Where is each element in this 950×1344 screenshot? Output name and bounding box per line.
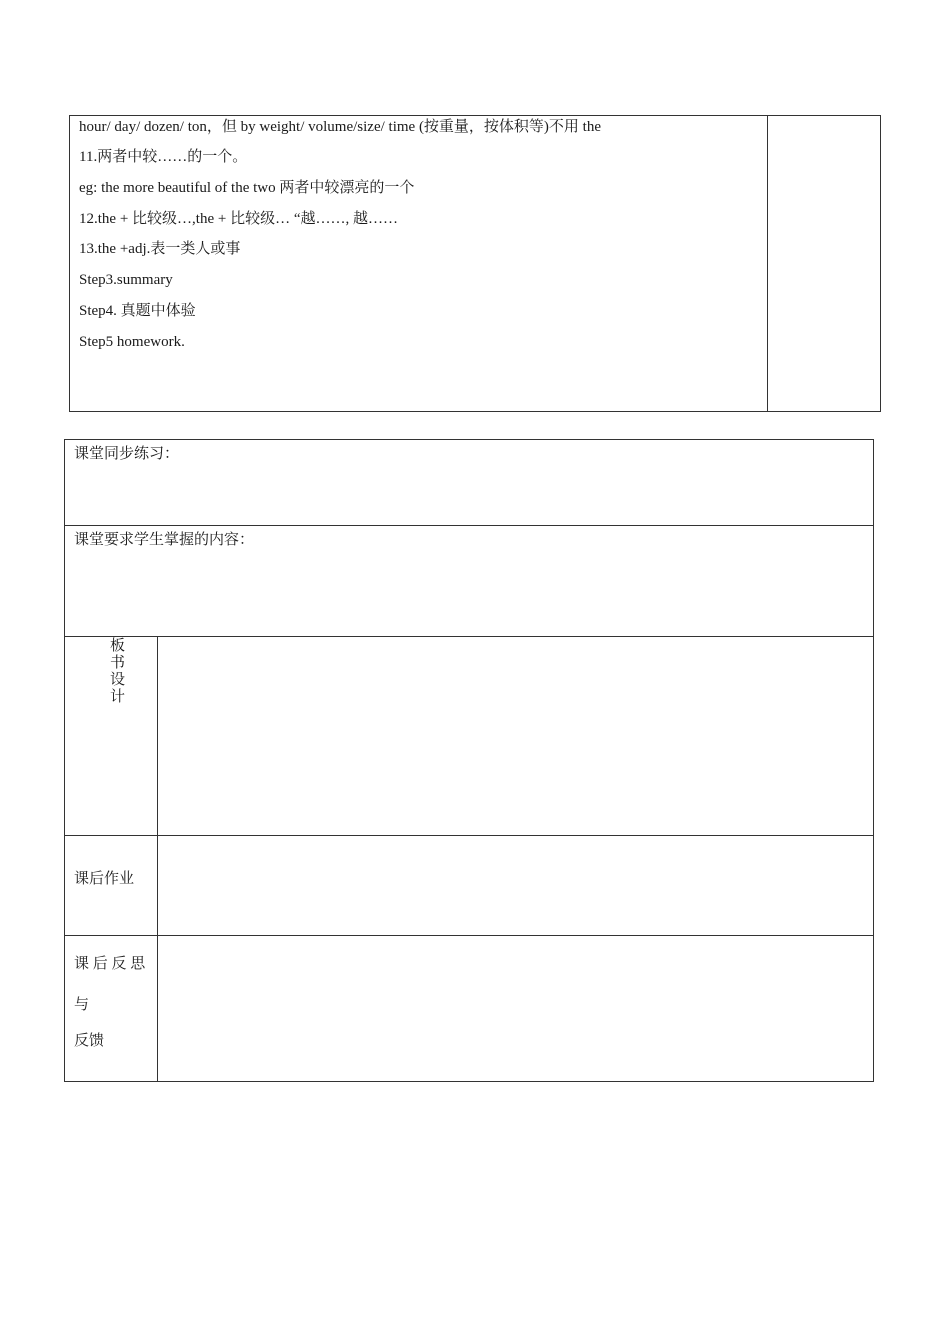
step3-line: Step3.summary: [79, 272, 173, 288]
board-design-char: 设: [110, 672, 126, 688]
reflection-label-cell: [65, 936, 158, 1082]
step5-line: Step5 homework.: [79, 334, 185, 350]
board-design-char: 书: [110, 655, 126, 671]
homework-content: [158, 836, 873, 935]
practice-label: 课堂同步练习：: [74, 446, 180, 462]
practice-row: [65, 440, 873, 526]
reflection-label-line3: 反馈: [74, 1033, 105, 1049]
lesson-plan-table: [64, 439, 874, 1082]
board-design-content: [158, 637, 873, 835]
reflection-content: [158, 936, 873, 1082]
example-line: eg: the more beautiful of the two 两者中较漂亮的一个: [79, 180, 415, 196]
reflection-label-line2: 与: [74, 997, 90, 1013]
lesson-steps-table: [69, 115, 881, 412]
board-design-char: 计: [110, 689, 126, 705]
homework-label: 课后作业: [74, 871, 135, 887]
lesson-steps-cell: [70, 116, 768, 411]
board-design-label-cell: [65, 637, 158, 835]
step4-line: Step4. 真题中体验: [79, 303, 196, 319]
reflection-row: [65, 936, 873, 1082]
rule-line-12: 12.the + 比较级…,the + 比较级… “越……, 越……: [79, 211, 398, 227]
lesson-notes-cell: [768, 116, 880, 411]
homework-label-cell: [65, 836, 158, 935]
rule-line-article-usage: hour/ day/ dozen/ ton，但 by weight/ volume/size/ time (按重量，按体积等)不用 the: [79, 119, 602, 135]
reflection-label-line1: 课 后 反 思: [74, 956, 146, 972]
mastery-row: [65, 526, 873, 637]
rule-line-13: 13.the +adj.表一类人或事: [79, 241, 241, 257]
mastery-label: 课堂要求学生掌握的内容：: [74, 532, 255, 548]
board-design-row: [65, 637, 873, 836]
rule-line-11: 11.两者中较……的一个。: [79, 149, 248, 165]
homework-row: [65, 836, 873, 936]
board-design-char: 板: [110, 638, 126, 654]
